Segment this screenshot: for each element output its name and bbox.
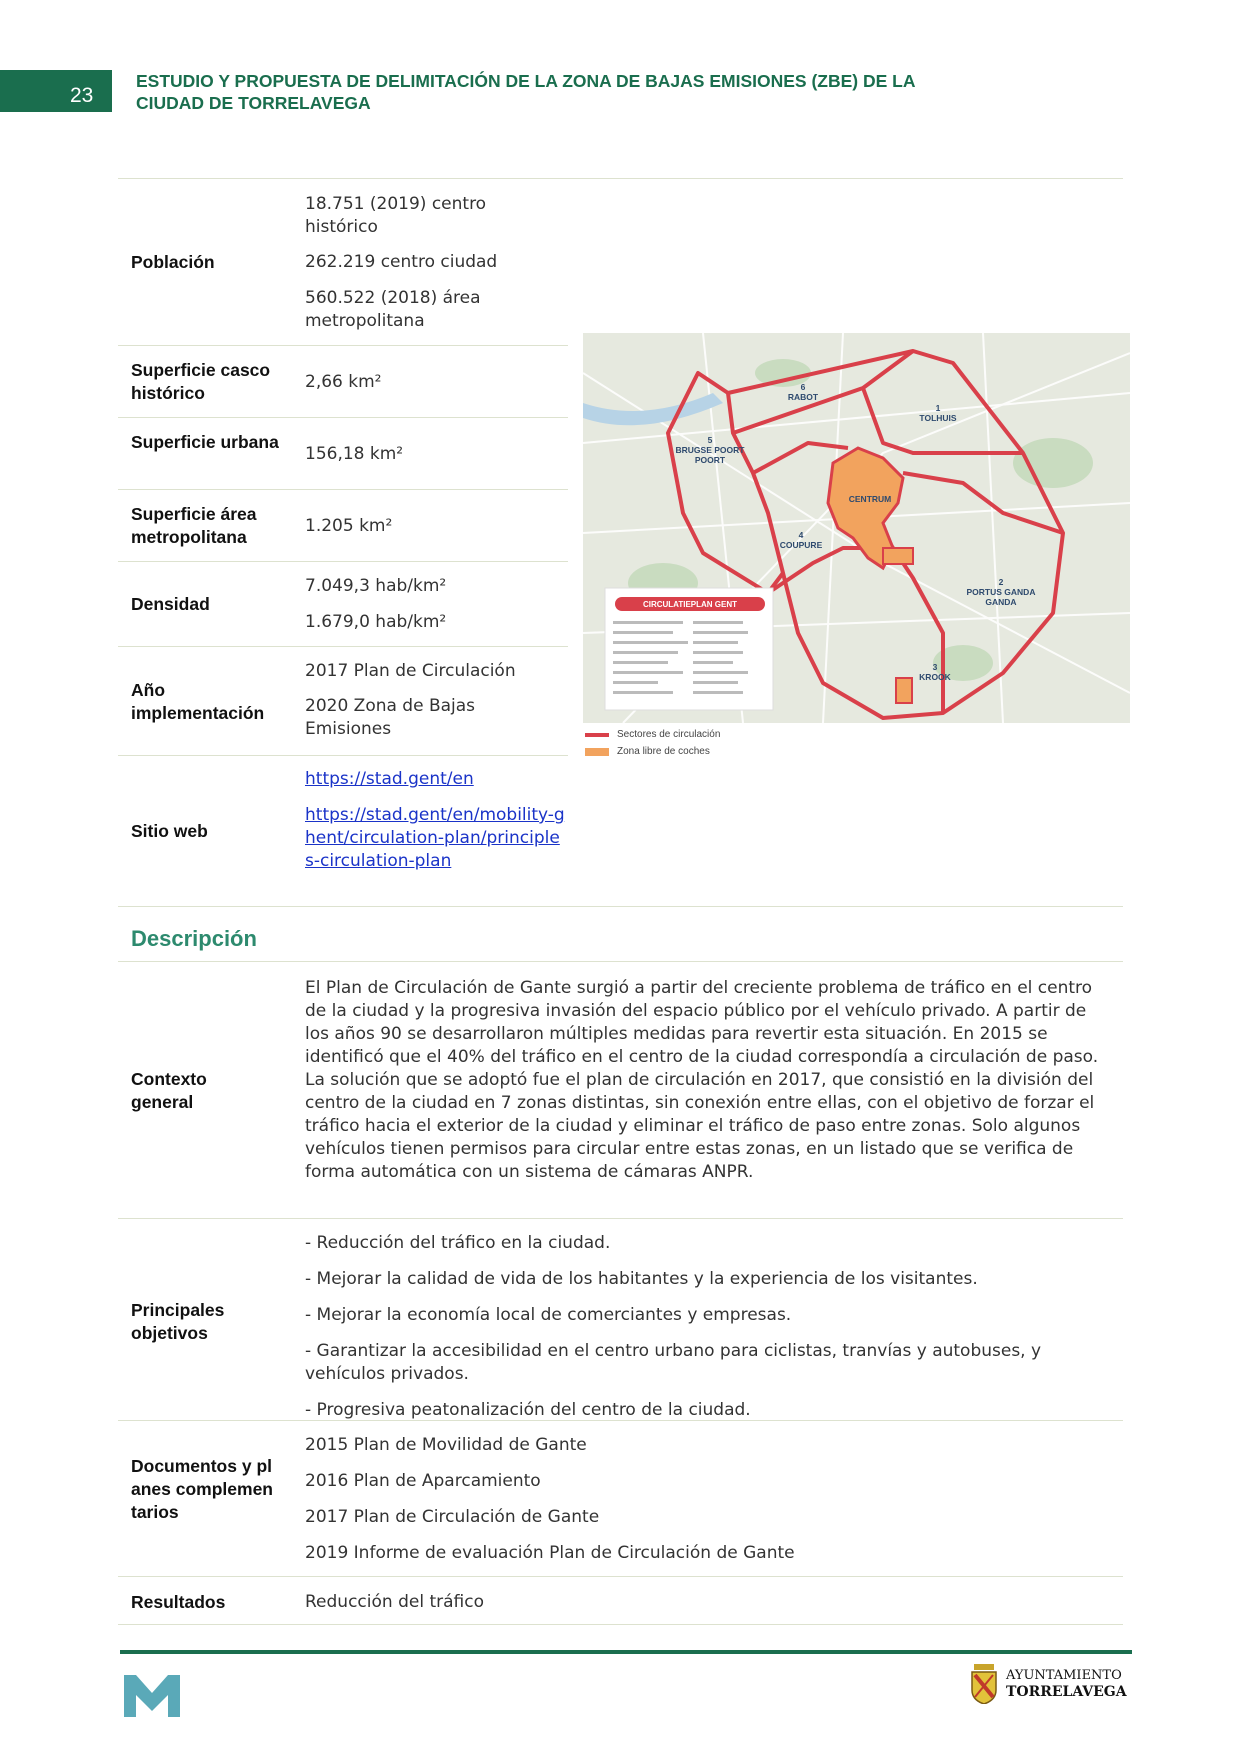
label-superficie-casco: Superficie casco histórico	[131, 360, 271, 403]
label-anio: Año implementación	[131, 680, 265, 723]
objetivo-item: - Garantizar la accesibilidad en el centro urbano para ciclistas, tranvías y autobuses, y vehículos privados.	[305, 1341, 1042, 1384]
map-legend-title: CIRCULATIEPLAN GENT	[642, 600, 738, 609]
ayuntamiento-line2: TORRELAVEGA	[1006, 1684, 1127, 1700]
map-graphic	[583, 333, 1130, 723]
objetivo-item: - Progresiva peatonalización del centro de la ciudad.	[305, 1400, 751, 1420]
table-rule	[118, 1624, 1123, 1625]
svg-text:POORT: POORT	[694, 455, 726, 465]
label-poblacion: Población	[131, 252, 215, 272]
table-rule	[118, 1218, 1123, 1219]
documento-item: 2016 Plan de Aparcamiento	[305, 1471, 541, 1491]
legend-zona-libre: Zona libre de coches	[617, 746, 710, 757]
objetivo-item: - Mejorar la economía local de comerciantes y empresas.	[305, 1305, 792, 1325]
value-anio-1: 2017 Plan de Circulación	[305, 661, 516, 681]
objetivo-item: - Mejorar la calidad de vida de los habitantes y la experiencia de los visitantes.	[305, 1269, 978, 1289]
value-superficie-urbana: 156,18 km²	[305, 444, 404, 464]
ghent-circulation-map	[583, 333, 1130, 723]
value-poblacion-ciudad: 262.219 centro ciudad	[305, 252, 498, 272]
map-inner-legend	[605, 588, 773, 710]
value-poblacion-metro: 560.522 (2018) área metropolitana	[305, 288, 481, 331]
zone-label-coupure: COUPURE	[779, 540, 823, 550]
coat-of-arms-icon	[970, 1664, 998, 1704]
zone-label-centrum: CENTRUM	[848, 494, 892, 504]
label-superficie-area: Superficie área metropolitana	[131, 504, 257, 547]
zone-label-rabot: RABOT	[787, 392, 819, 402]
zone-num-4: 4	[798, 530, 804, 540]
value-densidad-2: 1.679,0 hab/km²	[305, 612, 447, 632]
zone-num-6: 6	[800, 382, 806, 392]
zone-num-3: 3	[932, 662, 938, 672]
page-number-bar	[0, 70, 112, 112]
table-rule	[118, 178, 1123, 179]
svg-text:GANDA: GANDA	[985, 597, 1017, 607]
ayuntamiento-logo	[970, 1664, 1127, 1704]
label-resultados: Resultados	[131, 1592, 226, 1612]
consultancy-logo	[122, 1673, 182, 1723]
value-anio-2: 2020 Zona de Bajas Emisiones	[305, 696, 476, 739]
section-heading-descripcion: Descripción	[131, 926, 257, 951]
table-rule	[118, 417, 568, 418]
value-superficie-casco: 2,66 km²	[305, 372, 382, 392]
legend-free-swatch	[585, 748, 609, 756]
label-documentos: Documentos y planes complementarios	[131, 1456, 273, 1522]
value-densidad-1: 7.049,3 hab/km²	[305, 576, 447, 596]
zone-label-portus: PORTUS GANDA	[966, 587, 1036, 597]
zone-label-brugse: BRUGSE POORT	[675, 445, 745, 455]
zone-num-5: 5	[707, 435, 713, 445]
ayuntamiento-line1: AYUNTAMIENTO	[1006, 1668, 1122, 1683]
documento-item: 2019 Informe de evaluación Plan de Circulación de Gante	[305, 1543, 795, 1563]
legend-sector-swatch	[585, 733, 609, 737]
table-rule	[118, 906, 1123, 907]
zone-label-krook: KROOK	[919, 672, 951, 682]
page-number: 23	[70, 84, 94, 107]
table-rule	[118, 345, 568, 346]
label-contexto: Contexto general	[131, 1069, 207, 1112]
label-sitio-web: Sitio web	[131, 821, 208, 841]
footer-rule	[120, 1650, 1132, 1654]
contexto-text: El Plan de Circulación de Gante surgió a partir del creciente problema de tráfico en el centro de la ciudad y la progresiva invasión del espacio público por el vehículo privado. A partir de los años 90 se desarrollaron múltiples medidas para revertir esta situación. En 2015 se identificó que el 40% del tráfico en el centro de la ciudad correspondía a circulación de paso. La solución que se adoptó fue el plan de circulación en 2017, que consistió en la división del centro de la ciudad en 7 zonas distintas, sin conexión entre ellas, con el objetivo de forzar el tráfico hacia el exterior de la ciudad y eliminar el tráfico de paso entre zonas. Solo algunos vehículos tienen permisos para circular entre estas zonas, en un listado que se verifica de forma automática con un sistema de cámaras ANPR.	[305, 978, 1099, 1182]
objetivo-item: - Reducción del tráfico en la ciudad.	[305, 1233, 611, 1253]
table-rule	[118, 961, 1123, 962]
documento-item: 2015 Plan de Movilidad de Gante	[305, 1435, 587, 1455]
map-legend	[585, 726, 720, 760]
documento-item: 2017 Plan de Circulación de Gante	[305, 1507, 600, 1527]
table-rule	[118, 1576, 1123, 1577]
web-link-2[interactable]: https://stad.gent/en/mobility-ghent/circulation-plan/principles-circulation-plan	[305, 805, 565, 871]
table-rule	[118, 489, 568, 490]
document-title: ESTUDIO Y PROPUESTA DE DELIMITACIÓN DE LA ZONA DE BAJAS EMISIONES (ZBE) DE LA CIUDAD DE TORRELAVEGA	[136, 71, 915, 113]
consultancy-logo-icon	[122, 1673, 182, 1719]
web-link-1[interactable]: https://stad.gent/en	[305, 769, 474, 789]
table-rule	[118, 646, 568, 647]
zone-num-2: 2	[998, 577, 1004, 587]
label-objetivos: Principales objetivos	[131, 1300, 225, 1343]
table-rule	[118, 755, 568, 756]
value-poblacion-centro: 18.751 (2019) centro histórico	[305, 194, 487, 237]
value-resultados: Reducción del tráfico	[305, 1592, 484, 1612]
table-rule	[118, 1420, 1123, 1421]
value-superficie-area: 1.205 km²	[305, 516, 393, 536]
zone-label-tolhuis: TOLHUIS	[919, 413, 957, 423]
table-rule	[118, 561, 568, 562]
zone-num-1: 1	[935, 403, 941, 413]
legend-sectores: Sectores de circulación	[617, 729, 721, 740]
label-superficie-urbana: Superficie urbana	[131, 432, 279, 452]
label-densidad: Densidad	[131, 594, 210, 614]
